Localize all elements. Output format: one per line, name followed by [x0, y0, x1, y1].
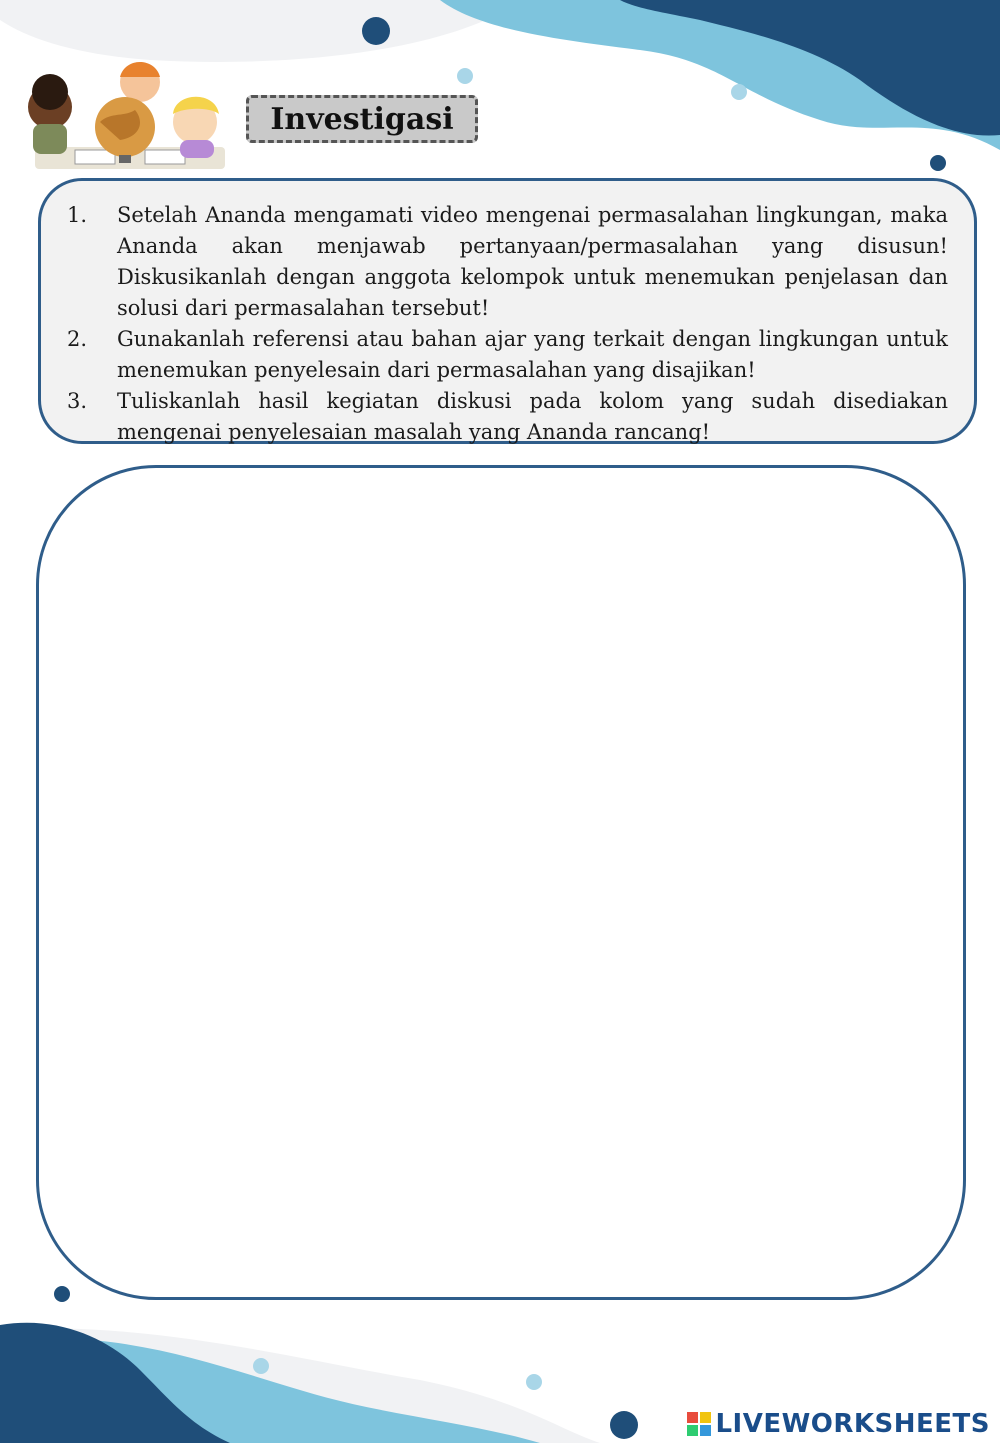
instructions-box	[38, 178, 977, 444]
instruction-item	[67, 386, 948, 448]
instruction-number: 3.	[67, 389, 88, 413]
instruction-text: Setelah Ananda mengamati video mengenai permasalahan lingkungan, maka Ananda akan menjawab pertanyaan/permasalahan yang disusun! Diskusikanlah dengan anggota kelompok untuk menemukan penjelasan dan solusi dari permasalahan tersebut!	[117, 203, 948, 320]
children-with-globe-illustration	[15, 52, 235, 177]
instruction-text: Gunakanlah referensi atau bahan ajar yang terkait dengan lingkungan untuk menemukan penyelesain dari permasalahan yang disajikan!	[117, 327, 948, 382]
liveworksheets-brand	[687, 1408, 990, 1440]
instruction-number: 2.	[67, 327, 88, 351]
instruction-list	[67, 200, 948, 448]
instruction-item	[67, 324, 948, 386]
section-title-badge	[246, 95, 478, 143]
instruction-number: 1.	[67, 203, 88, 227]
brand-name: LIVEWORKSHEETS	[715, 1409, 990, 1439]
liveworksheets-logo-icon	[687, 1412, 711, 1436]
answer-text-area[interactable]	[36, 465, 966, 1300]
section-title: Investigasi	[270, 101, 454, 137]
instruction-item	[67, 200, 948, 324]
instruction-text: Tuliskanlah hasil kegiatan diskusi pada kolom yang sudah disediakan mengenai penyelesaian masalah yang Ananda rancang!	[117, 389, 948, 444]
